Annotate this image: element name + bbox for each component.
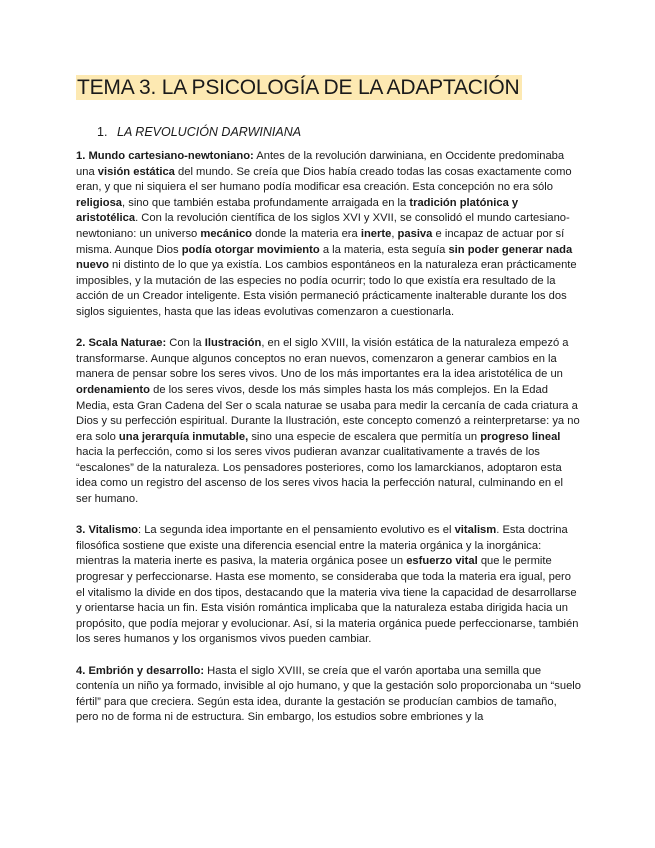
text-run: Con la [166, 337, 205, 350]
text-run: , [391, 227, 398, 240]
text-run: , en el siglo XVIII, la visión estática de la naturaleza empezó a transformarse. Aunque algunos conceptos no eran nuevos, comenzaron a generar cambios en la manera de pensar sobre los seres vivos. Uno de los más importantes era la idea aristotélica de un [76, 337, 569, 381]
page-title [76, 74, 522, 102]
bold-run: religiosa [76, 196, 123, 209]
section-number: 1. [97, 125, 108, 139]
bold-run: inerte [360, 227, 392, 240]
paragraph [76, 664, 581, 726]
bold-run: podía otorgar movimiento [181, 243, 320, 256]
paragraph [76, 149, 581, 321]
text-run: . Con la revolución científica de los siglos XVI y XVII, se consolidó el mundo cartesiano-newtoniano: un universo [76, 212, 570, 240]
bold-run: tradición platónica y aristotélica [76, 196, 519, 225]
bold-run: vitalism [454, 524, 497, 537]
text-run: : La segunda idea importante en el pensamiento evolutivo es el [137, 524, 455, 537]
bold-run: una jerarquía inmutable, [118, 430, 249, 443]
paragraph [76, 336, 581, 508]
bold-run: visión estática [97, 165, 175, 178]
bold-run: esfuerzo vital [406, 555, 478, 568]
body-text [76, 149, 581, 742]
text-run: Hasta el siglo XVIII, se creía que el varón aportaba una semilla que contenía un niño ya formado, invisible al ojo humano, y que la gestación solo proporcionaba un “suelo fértil” para que creciera. Según esta idea, durante la gestación se producían cambios de tamaño, pero no de forma ni de estructura. Sin embargo, los estudios sobre embriones y la [76, 664, 582, 724]
section-label: LA REVOLUCIÓN DARWINIANA [117, 125, 302, 139]
bold-run: Ilustración [204, 337, 262, 350]
bold-run: 4. Embrión y desarrollo: [76, 664, 205, 677]
text-run: hacia la perfección, como si los seres vivos pudieran avanzar cualitativamente a través de los “escalones” de la naturaleza. Los pensadores posteriores, como los lamarckianos, adoptaron esta idea como un registro del ascenso de los seres vivos hacia la perfección natural, culminando en el ser humano. [76, 446, 563, 506]
bold-run: sin poder generar nada nuevo [76, 243, 573, 272]
text-run: ni distinto de lo que ya existía. Los cambios espontáneos en la naturaleza eran prácticamente imposibles, y la mutación de las especies no podía ocurrir; todo lo que existía era resultado de la acción de un Creador inteligente. Esta visión permaneció prácticamente inalterable durante los dos siglos siguientes, hasta que las ideas evolutivas comenzaron a cuestionarla. [76, 259, 577, 318]
bold-run: progreso lineal [480, 430, 561, 443]
text-run: a la materia, esta seguía [319, 243, 449, 256]
text-run: del mundo. Se creía que Dios había creado todas las cosas exactamente como eran, y que ni siquiera el ser humano podía modificar esa creación. Esta concepción no era sólo [76, 165, 572, 194]
bold-run: 3. Vitalismo [76, 524, 138, 537]
paragraph [76, 523, 581, 648]
text-run: , sino que también estaba profundamente arraigada en la [122, 196, 410, 209]
text-run: de los seres vivos, desde los más simples hasta los más complejos. En la Edad Media, esta Gran Cadena del Ser o scala naturae se usaba para medir la cercanía de cada criatura a Dios y su perfección espiritual. Durante la Ilustración, este concepto comenzó a reinterpretarse: ya no era solo [76, 383, 580, 443]
text-run: Antes de la revolución darwiniana, en Occidente predominaba una [76, 150, 565, 178]
text-run: donde la materia era [252, 227, 361, 240]
section-heading [97, 124, 301, 140]
bold-run: 1. Mundo cartesiano-newtoniano: [76, 150, 254, 162]
title-highlight: TEMA 3. LA PSICOLOGÍA DE LA ADAPTACIÓN [77, 76, 520, 99]
text-run: . Esta doctrina filosófica sostiene que existe una diferencia esencial entre la materia orgánica y la inorgánica: mientras la materia inerte es pasiva, la materia orgánica posee un [76, 524, 568, 568]
bold-run: ordenamiento [76, 383, 150, 396]
text-run: que le permite progresar y perfeccionarse. Hasta ese momento, se consideraba que toda la materia era igual, pero el vitalismo la divide en dos tipos, destacando que la materia viva tiene la capacidad de desarrollarse y orientarse hacia un fin. Esta visión romántica implicaba que la naturaleza estaba dirigida hacia un propósito, que podía mejorar y evolucionar. Así, si la materia orgánica puede perfeccionarse, también los seres humanos y los organismos vivos pueden cambiar. [76, 555, 579, 646]
bold-run: 2. Scala Naturae: [76, 337, 167, 350]
bold-run: pasiva [397, 227, 433, 240]
text-run: e incapaz de actuar por sí misma. Aunque Dios [76, 227, 565, 256]
bold-run: mecánico [200, 227, 253, 240]
text-run: sino una especie de escalera que permitía un [248, 430, 481, 443]
